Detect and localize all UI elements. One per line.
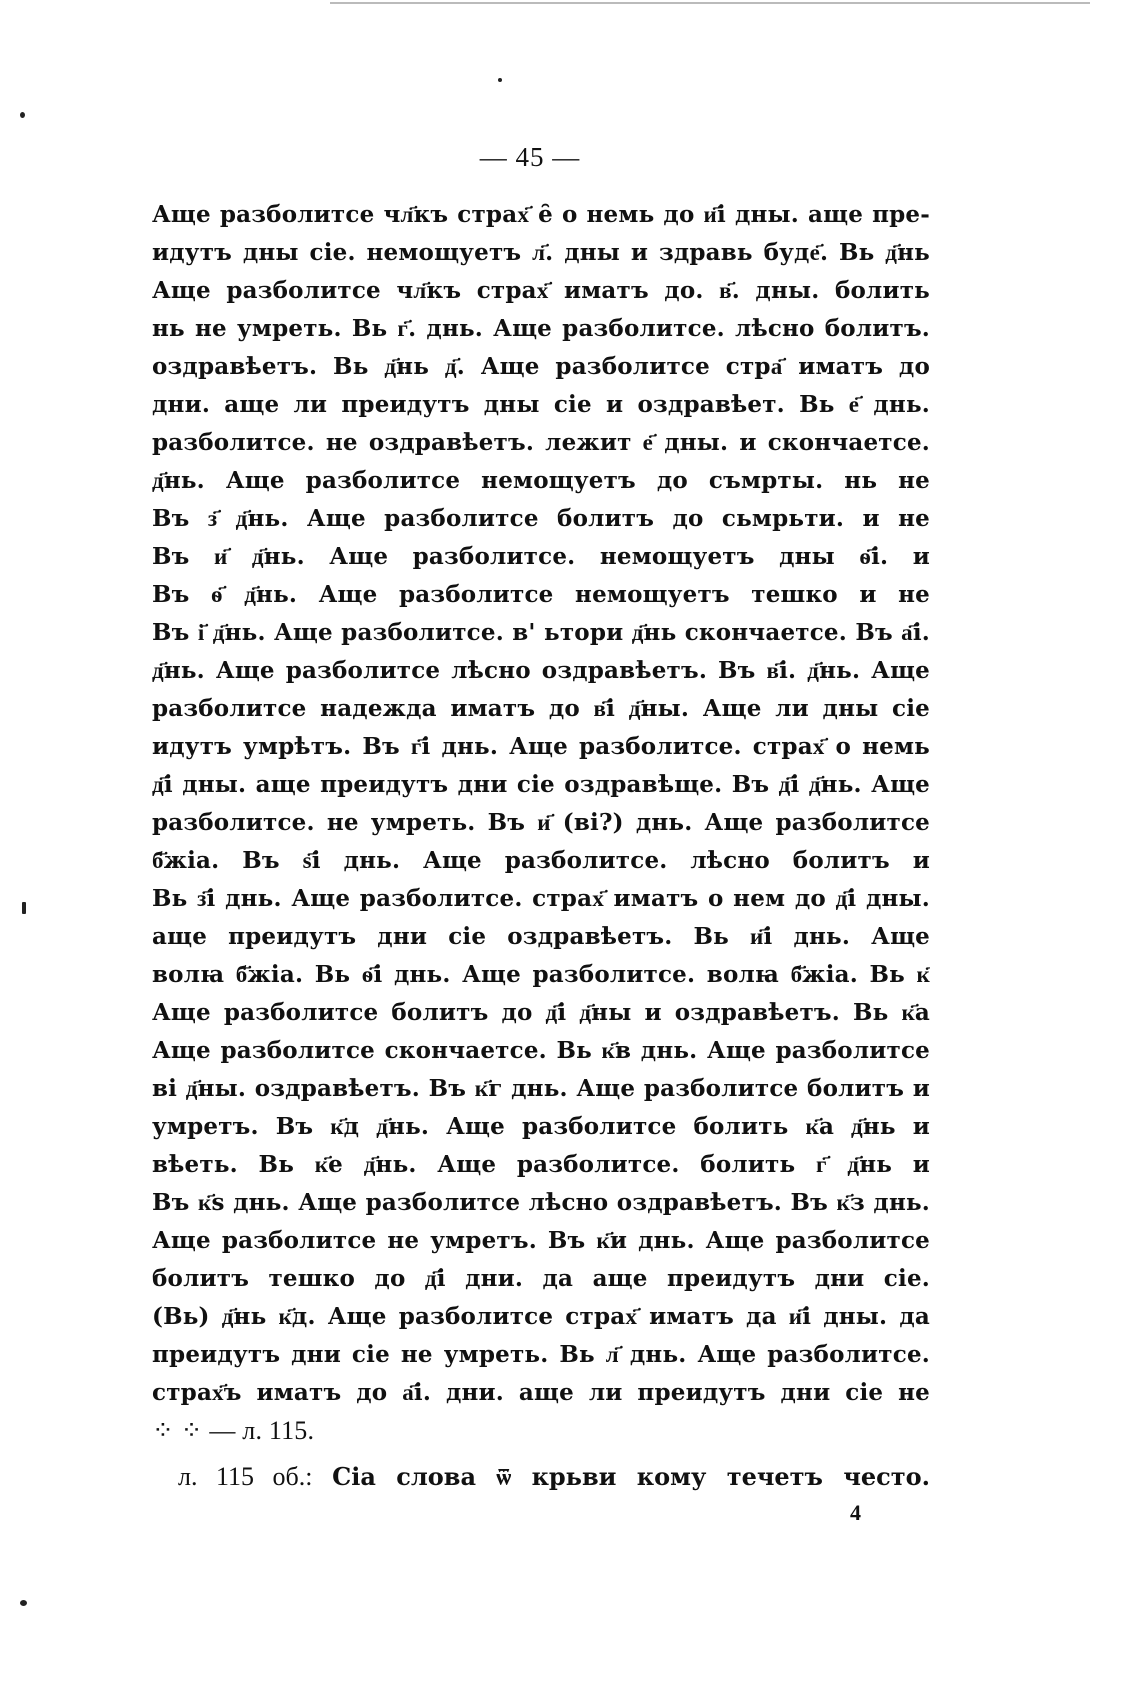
text-line: умретъ. Въ к҃д д҃нь. Аще разболитсе болить к҃а д҃нь и (152, 1113, 930, 1140)
text-line: Въ і҃ д҃нь. Аще разболитсе. в' ьтори д҃нь скончаетсе. Въ а҃і. (152, 619, 930, 646)
scan-speck (20, 112, 25, 118)
text-line: б҃жіа. Въ ѕ҃і днь. Аще разболитсе. лѣсно болитъ и (152, 847, 930, 874)
text-line: Въ з҃ д҃нь. Аще разболитсе болитъ до сьмрьти. и не (152, 505, 930, 532)
text-line: ві д҃ны. оздравѣетъ. Въ к҃г днь. Аще разболитсе болитъ и (152, 1075, 930, 1102)
text-line: Въ ѳ҃ д҃нь. Аще разболитсе немощуетъ тешко и не (152, 581, 930, 608)
scan-speck (22, 902, 26, 914)
folio-end-marker: ⁘ ⁘ — л. 115. (152, 1416, 315, 1445)
folio-reference: л. 115 об.: (178, 1462, 313, 1491)
section-heading: Сіа слова ѿ крьви кому течетъ често. (332, 1462, 930, 1491)
text-line: дни. аще ли преидутъ дны сіе и оздравѣет. Вь е҃ днь. (152, 391, 930, 418)
scan-speck (498, 78, 502, 82)
text-line: аще преидутъ дни сіе оздравѣетъ. Вь и҃і днь. Аще (152, 923, 930, 950)
text-line: разболитсе. не оздравѣетъ. лежит е҃ дны. и скончаетсе. (152, 429, 930, 456)
scan-speck (20, 1600, 27, 1606)
text-line: д҃нь. Аще разболитсе лѣсно оздравѣетъ. Въ в҃і. д҃нь. Аще (152, 657, 930, 684)
text-line: Аще разболитсе скончаетсе. Вь к҃в днь. Аще разболитсе (152, 1037, 930, 1064)
body-text (152, 196, 930, 1450)
text-line: д҃і дны. аще преидутъ дни сіе оздравѣще. Въ д҃і д҃нь. Аще (152, 771, 930, 798)
top-edge-rule (330, 2, 1090, 4)
text-line: (Вь) д҃нь к҃д. Аще разболитсе страх҃ иматъ да и҃і дны. да (152, 1303, 930, 1330)
text-line: оздравѣетъ. Вь д҃нь д҃. Аще разболитсе стра҃ иматъ до (152, 353, 930, 380)
text-line: Вь з҃і днь. Аще разболитсе. страх҃ иматъ о нем до д҃і дны. (152, 885, 930, 912)
text-line: нь не умреть. Вь г҃. днь. Аще разболитсе. лѣсно болитъ. (152, 315, 930, 342)
text-line: вѣеть. Вь к҃е д҃нь. Аще разболитсе. болить г҃ д҃нь и (152, 1151, 930, 1178)
text-line: разболитсе надежда иматъ до в҃і д҃ны. Аще ли дны сіе (152, 695, 930, 722)
text-line: д҃нь. Аще разболитсе немощуетъ до съмрты. нь не (152, 467, 930, 494)
text-line: Аще разболитсе чл҃къ страх҃ иматъ до. в҃. дны. болить (152, 277, 930, 304)
text-line: болитъ тешко до д҃і дни. да аще преидутъ дни сіе. (152, 1265, 930, 1292)
page-number: — 45 — (479, 142, 581, 172)
text-line: Аще разболитсе болитъ до д҃і д҃ны и оздравѣетъ. Вь к҃а (152, 999, 930, 1026)
text-line: Въ и҃ д҃нь. Аще разболитсе. немощуетъ дны ѳ҃і. и (152, 543, 930, 570)
text-line: преидутъ дни сіе не умреть. Вь л҃ днь. Аще разболитсе. (152, 1341, 930, 1368)
text-line: страх҃ъ иматъ до а҃і. дни. аще ли преидутъ дни сіе не (152, 1379, 930, 1406)
text-line: Аще разболитсе не умретъ. Въ к҃и днь. Аще разболитсе (152, 1227, 930, 1254)
signature-mark: 4 (850, 1500, 861, 1525)
folio-note (178, 1458, 930, 1496)
text-line: волꙗ б҃жіа. Вь ѳ҃і днь. Аще разболитсе. волꙗ б҃жіа. Вь к҃ (152, 961, 930, 988)
text-line: разболитсе. не умреть. Въ и҃ (ві?) днь. Аще разболитсе (152, 809, 930, 836)
text-line: идутъ умрѣтъ. Въ г҃і днь. Аще разболитсе. страх҃ о немь (152, 733, 930, 760)
text-line: Аще разболитсе чл҃къ страх҃ е̑ о немь до и҃і дны. аще пре- (152, 201, 930, 228)
text-line: Въ к҃ѕ днь. Аще разболитсе лѣсно оздравѣетъ. Въ к҃з днь. (152, 1189, 930, 1216)
text-line: идутъ дны сіе. немощуетъ л҃. дны и здравь буде҃. Вь д҃нь (152, 239, 930, 266)
